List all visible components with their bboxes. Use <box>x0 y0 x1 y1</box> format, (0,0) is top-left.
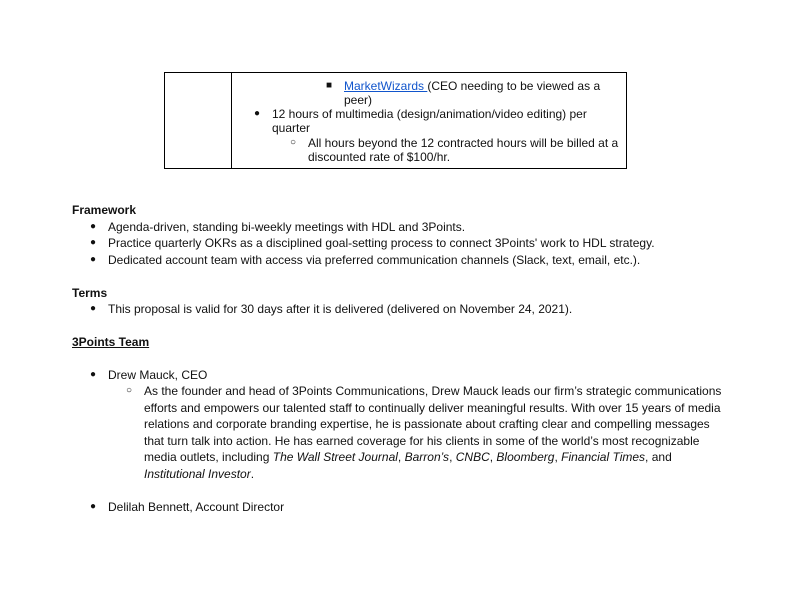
disc-bullet-icon: ● <box>90 221 97 232</box>
table-item-line1: 12 hours of multimedia (design/animation/video editing) per <box>272 107 587 121</box>
framework-item: Practice quarterly OKRs as a disciplined goal-setting process to connect 3Points' work to HDL strategy. <box>108 236 655 250</box>
disc-bullet-icon: ● <box>90 237 97 248</box>
bio-outlet: Barron’s <box>404 450 450 464</box>
bio-separator: , <box>449 450 456 464</box>
marketwizards-link[interactable]: MarketWizards <box>344 79 428 93</box>
bio-text: As the founder and head of 3Points Communications, Drew Mauck leads our firm’s strategic communications efforts and empowers our talented staff to continually deliver meaningful results. With over 15 years of media relations and corporate branding expertise, he is passionate about crafting clear and compelling messages that turn talk into action. He has earned coverage for his clients in some of the world’s most recognizable media outlets, including <box>144 384 722 464</box>
terms-heading: Terms <box>72 286 108 300</box>
square-bullet-icon: ■ <box>326 80 333 91</box>
disc-bullet-icon: ● <box>254 108 261 119</box>
table-sub-sub-item-line2: peer) <box>344 93 373 107</box>
table-sub-item-line2: discounted rate of $100/hr. <box>308 150 451 164</box>
framework-item: Agenda-driven, standing bi-weekly meetings with HDL and 3Points. <box>108 220 466 234</box>
disc-bullet-icon: ● <box>90 369 97 380</box>
bio-separator: , <box>397 450 405 464</box>
bio-outlet: Bloomberg <box>496 450 555 464</box>
disc-bullet-icon: ● <box>90 501 97 512</box>
framework-heading: Framework <box>72 203 137 217</box>
bio-outlet: CNBC <box>455 450 490 464</box>
table-item-line2: quarter <box>272 121 311 135</box>
table-sub-item-line1: All hours beyond the 12 contracted hours will be billed at a <box>308 136 619 150</box>
disc-bullet-icon: ● <box>90 254 97 265</box>
bio-end: . <box>250 466 255 481</box>
team-member-bio <box>144 383 724 482</box>
team-member-name: Drew Mauck, CEO <box>108 368 208 382</box>
disc-bullet-icon: ● <box>90 303 97 314</box>
team-heading: 3Points Team <box>72 335 150 349</box>
table-sub-sub-item-line1 <box>344 78 600 94</box>
team-member-name: Delilah Bennett, Account Director <box>108 500 285 514</box>
circle-bullet-icon: ○ <box>290 137 297 148</box>
terms-item: This proposal is valid for 30 days after it is delivered (delivered on November 24, 2021). <box>108 302 573 316</box>
framework-item: Dedicated account team with access via preferred communication channels (Slack, text, email, etc.). <box>108 253 641 267</box>
bio-separator: , and <box>645 450 672 464</box>
table-sub-sub-item-text: (CEO needing to be viewed as a <box>427 79 601 93</box>
table-column-divider <box>231 72 232 169</box>
bio-outlet: Institutional Investor <box>144 466 251 481</box>
bio-separator: , <box>554 450 562 464</box>
bio-outlet: The Wall Street Journal <box>272 450 398 464</box>
bio-outlet: Financial Times <box>561 450 646 464</box>
bio-separator: , <box>489 450 497 464</box>
circle-bullet-icon: ○ <box>126 385 133 396</box>
